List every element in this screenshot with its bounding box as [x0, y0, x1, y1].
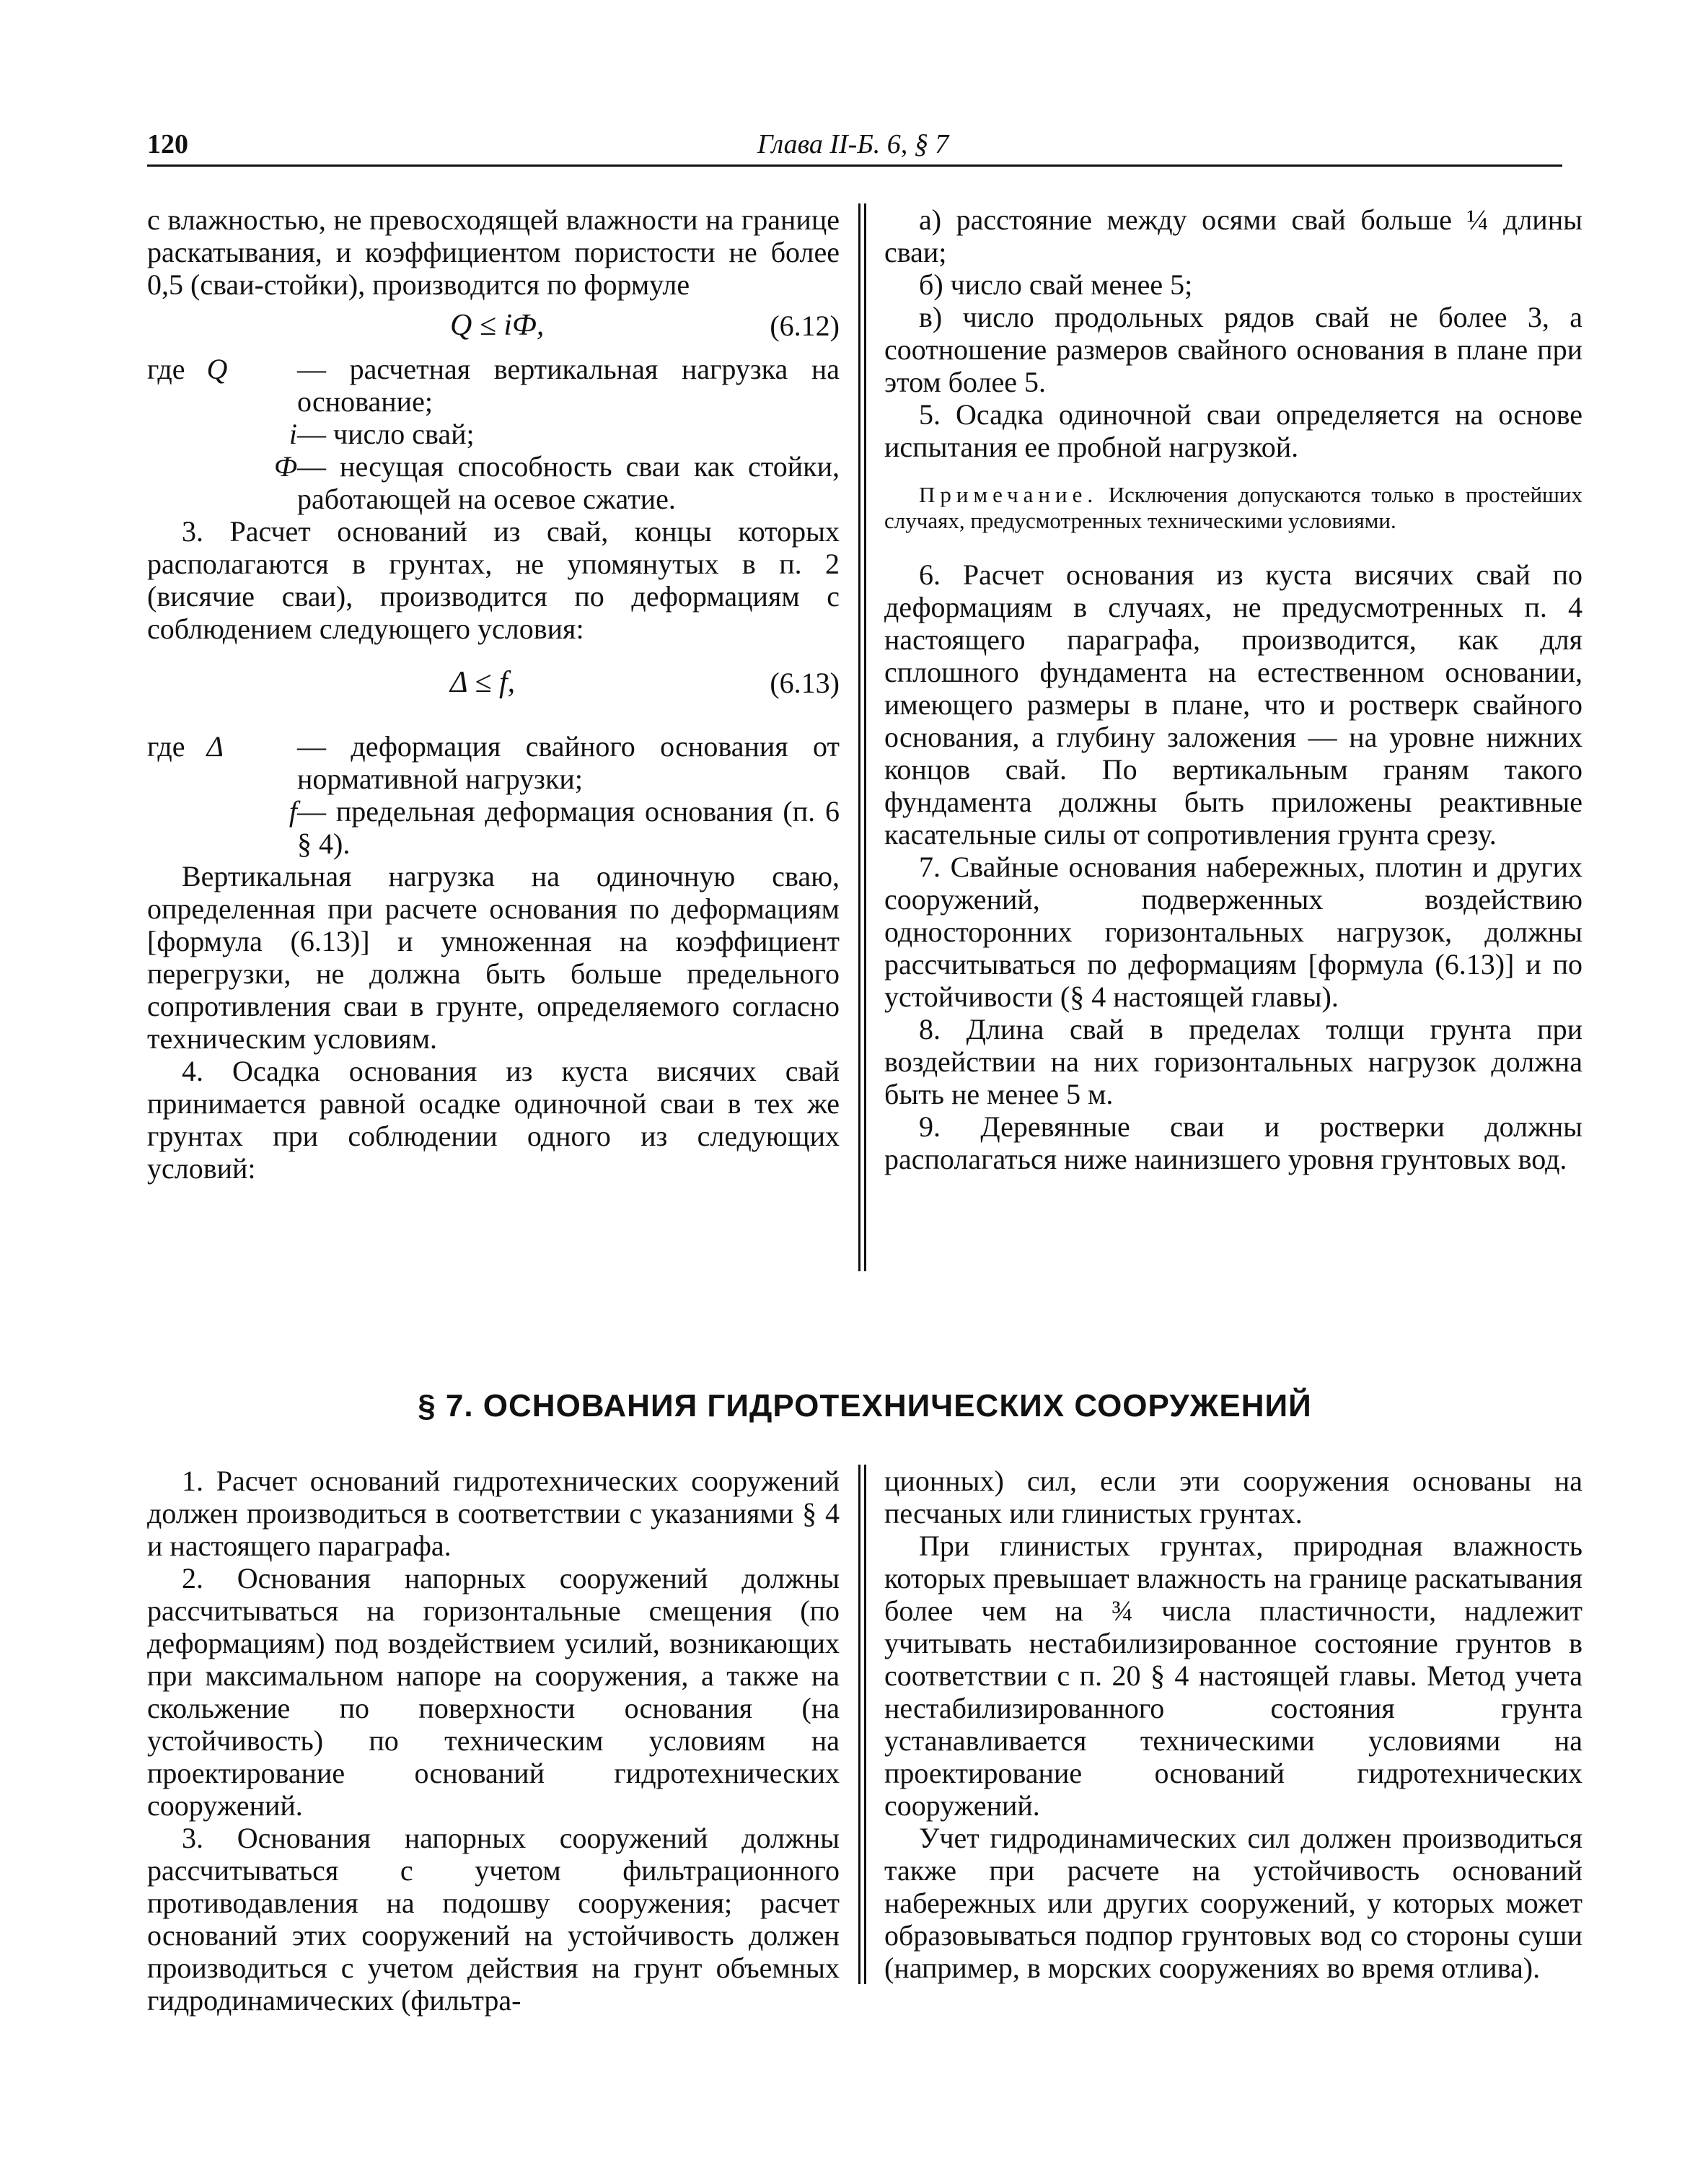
- section7-paragraph-hydrodynamic: Учет гидродинамических сил должен производиться также при расчете на устойчивость оснований набережных или других сооружений, у которых может образовываться подпор грунтовых вод со стороны суши (например, в морских сооружениях во время отлива).: [884, 1822, 1582, 1984]
- paragraph-vertical-load: Вертикальная нагрузка на одиночную сваю, определенная при расчете основания по деформациям [формула (6.13)] и умноженная на коэффициент перегрузки, не должна быть больше предельного сопротивления сваи в грунте, определяемого согласно техническим условиям.: [147, 860, 840, 1055]
- paragraph-7: 7. Свайные основания набережных, плотин и других сооружений, подверженных воздействию односторонних горизонтальных нагрузок, должны рассчитываться по деформациям [формула (6.13)] и по устойчивости (§ 4 настоящей главы).: [884, 851, 1582, 1013]
- definition-text: — расчетная вертикальная нагрузка на основание;: [297, 353, 840, 418]
- definition-text: — несущая способность сваи как стойки, работающей на осевое сжатие.: [297, 450, 840, 515]
- paragraph-continuation: с влажностью, не превосходящей влажности на границе раскатывания, и коэффициентом пористости не более 0,5 (сваи-стойки), производится по формуле: [147, 203, 840, 301]
- formula-6-12: [147, 301, 840, 353]
- column-divider: [864, 1465, 866, 1984]
- section-title: § 7. ОСНОВАНИЯ ГИДРОТЕХНИЧЕСКИХ СООРУЖЕНИЙ: [418, 1388, 1312, 1423]
- definition-text: — предельная деформация основания (п. 6 § 4).: [297, 795, 840, 860]
- section7-paragraph-3-continuation: ционных) сил, если эти сооружения основаны на песчаных или глинистых грунтах.: [884, 1465, 1582, 1530]
- paragraph-4: 4. Осадка основания из куста висячих свай принимается равной осадке одиночной сваи в тех же грунтах при соблюдении одного из следующих условий:: [147, 1055, 840, 1185]
- formula-expression: Q ≤ iФ,: [450, 309, 545, 342]
- where-word: где: [147, 353, 185, 385]
- note: [884, 482, 1582, 534]
- section7-paragraph-2: 2. Основания напорных сооружений должны рассчитываться на горизонтальные смещения (по деформациям) под воздействием усилий, возникающих при максимальном напоре на сооружения, а также на скольжение по поверхности основания (на устойчивость) по техническим условиям на проектирование оснований гидротехнических сооружений.: [147, 1562, 840, 1822]
- bottom-right-column: [884, 1465, 1582, 1984]
- top-left-column: [147, 203, 840, 1185]
- where-word: где: [147, 730, 185, 763]
- definition-f: [147, 795, 840, 860]
- bottom-left-column: [147, 1465, 840, 2017]
- formula-expression: Δ ≤ f,: [450, 666, 516, 699]
- definition-text: — число свай;: [297, 418, 475, 450]
- condition-b: б) число свай менее 5;: [919, 268, 1193, 301]
- definition-delta: [147, 730, 840, 795]
- column-divider: [858, 1465, 860, 1984]
- section7-paragraph-clay: При глинистых грунтах, природная влажность которых превышает влажность на границе раскатывания более чем на ¾ числа пластичности, надлежит учитывать нестабилизированное состояние грунтов в соответствии с п. 20 § 4 настоящей главы. Метод учета нестабилизированного состояния грунта устанавливается техническими условиями на проектирование оснований гидротехнических сооружений.: [884, 1530, 1582, 1822]
- formula-6-13: [147, 645, 840, 730]
- note-label: Примечание.: [919, 482, 1099, 507]
- symbol-i: i: [289, 418, 297, 450]
- symbol-delta: Δ: [206, 730, 224, 763]
- column-divider: [858, 203, 860, 1271]
- formula-number: (6.13): [770, 667, 840, 699]
- condition-a: а) расстояние между осями свай больше ¼ длины сваи;: [884, 203, 1582, 268]
- paragraph-9: 9. Деревянные сваи и ростверки должны располагаться ниже наинизшего уровня грунтовых вод.: [884, 1110, 1582, 1175]
- symbol-f: f: [289, 795, 297, 828]
- section7-paragraph-1: 1. Расчет оснований гидротехнических сооружений должен производиться в соответствии с указаниями § 4 и настоящего параграфа.: [147, 1465, 840, 1562]
- definition-phi: [147, 450, 840, 515]
- symbol-q: Q: [206, 353, 228, 385]
- symbol-phi: Ф: [273, 450, 297, 483]
- top-right-column: [884, 203, 1582, 1175]
- section7-paragraph-3: 3. Основания напорных сооружений должны рассчитываться с учетом фильтрационного противодавления на подошву сооружения; расчет оснований этих сооружений на устойчивость должен производиться с учетом действия на грунт объемных гидродинамических (фильтра-: [147, 1822, 840, 2017]
- definition-text: — деформация свайного основания от нормативной нагрузки;: [297, 730, 840, 795]
- formula-number: (6.12): [770, 310, 840, 342]
- header-rule: [147, 164, 1562, 167]
- paragraph-6: 6. Расчет основания из куста висячих свай по деформациям в случаях, не предусмотренных п. 4 настоящего параграфа, производится, как для сплошного фундамента на естественном основании, имеющего размеры в плане, что и ростверк свайного основания, а глубину заложения — на уровне нижних концов свай. По вертикальным граням такого фундамента должны быть приложены реактивные касательные силы от сопротивления грунта срезу.: [884, 558, 1582, 851]
- paragraph-3: 3. Расчет оснований из свай, концы которых располагаются в грунтах, не упомянутых в п. 2 (висячие сваи), производится по деформациям с соблюдением следующего условия:: [147, 515, 840, 645]
- running-head: Глава II-Б. 6, § 7: [757, 129, 949, 159]
- paragraph-8: 8. Длина свай в пределах толщи грунта при воздействии на них горизонтальных нагрузок должна быть не менее 5 м.: [884, 1013, 1582, 1110]
- paragraph-5: 5. Осадка одиночной сваи определяется на основе испытания ее пробной нагрузкой.: [884, 398, 1582, 463]
- definition-q: [147, 353, 840, 418]
- note-text: Исключения допускаются только в простейших случаях, предусмотренных техническими условиями.: [884, 482, 1582, 533]
- definition-i: [147, 418, 840, 450]
- page-number: 120: [147, 129, 188, 159]
- column-divider: [864, 203, 866, 1271]
- condition-c: в) число продольных рядов свай не более 3, а соотношение размеров свайного основания в плане при этом более 5.: [884, 301, 1582, 398]
